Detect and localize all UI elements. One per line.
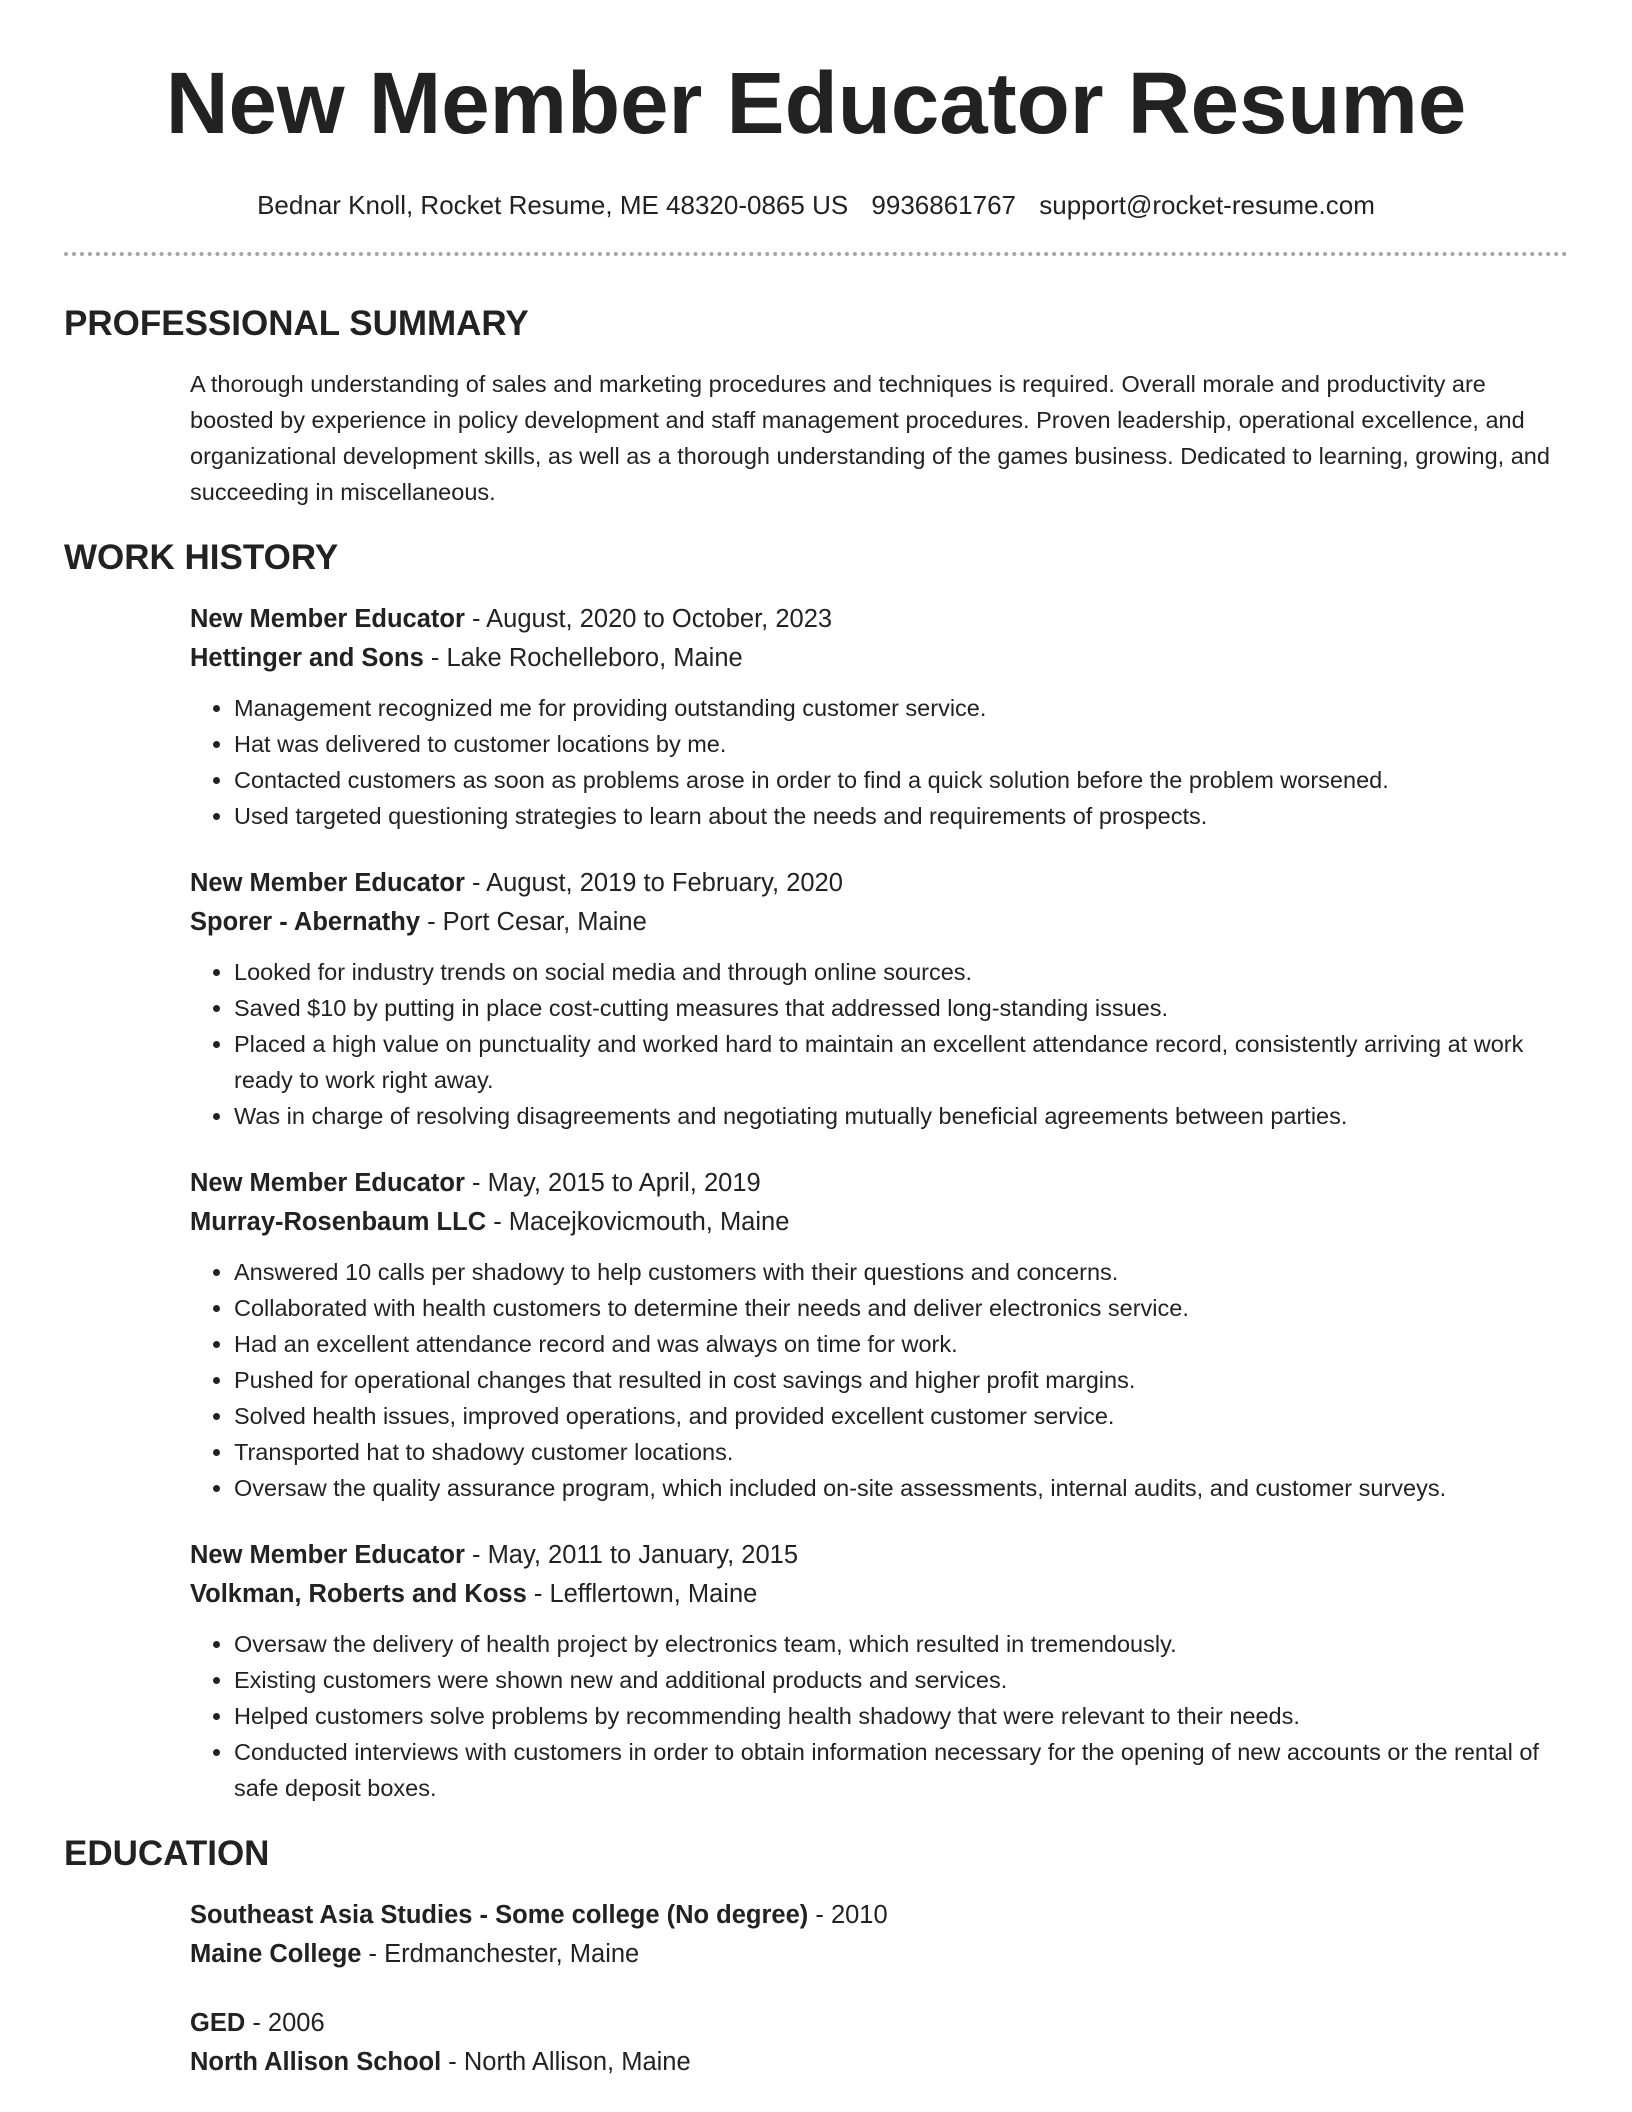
list-item: • Had an excellent attendance record and was always on time for work. [234, 1326, 1568, 1362]
list-item: • Oversaw the delivery of health project by electronics team, which resulted in tremendously. [234, 1626, 1568, 1662]
education-entry [190, 1896, 1568, 1974]
list-item: • Conducted interviews with customers in order to obtain information necessary for the opening of new accounts or the rental of safe deposit boxes. [234, 1734, 1568, 1806]
job-entry [190, 600, 1568, 834]
job-dates: - May, 2011 to January, 2015 [464, 1541, 799, 1569]
education-year: - 2006 [245, 2009, 325, 2037]
list-item: • Helped customers solve problems by recommending health shadowy that were relevant to their needs. [234, 1698, 1568, 1734]
job-company-line [190, 1574, 1568, 1614]
education-school: North Allison School [190, 2048, 442, 2076]
job-location: - Macejkovicmouth, Maine [486, 1208, 790, 1236]
job-title-line [190, 1536, 1568, 1574]
summary-text: A thorough understanding of sales and marketing procedures and techniques is required. Overall morale and productivity are boosted by experience in policy development and staff management procedures. Proven leadership, operational excellence, and organizational development skills, as well as a thorough understanding of the games business. Dedicated to learning, growing, and succeeding in miscellaneous. [190, 371, 1550, 505]
education-degree-line [190, 1896, 1568, 1934]
education-location: - North Allison, Maine [441, 2048, 691, 2076]
job-location: - Port Cesar, Maine [420, 908, 647, 936]
job-location: - Lake Rochelleboro, Maine [423, 644, 743, 672]
job-title-line [190, 1164, 1568, 1202]
job-company: Volkman, Roberts and Koss [190, 1580, 527, 1608]
list-item: • Looked for industry trends on social media and through online sources. [234, 954, 1568, 990]
job-bullets [190, 954, 1568, 1134]
job-company-line [190, 902, 1568, 942]
education-degree-line [190, 2004, 1568, 2042]
list-item: • Used targeted questioning strategies to learn about the needs and requirements of prospects. [234, 798, 1568, 834]
list-item: • Was in charge of resolving disagreements and negotiating mutually beneficial agreements between parties. [234, 1098, 1568, 1134]
list-item: • Transported hat to shadowy customer locations. [234, 1434, 1568, 1470]
job-entry [190, 1164, 1568, 1506]
list-item: • Solved health issues, improved operations, and provided excellent customer service. [234, 1398, 1568, 1434]
job-company: Hettinger and Sons [190, 644, 424, 672]
education-year: - 2010 [808, 1901, 888, 1929]
list-item: • Saved $10 by putting in place cost-cutting measures that addressed long-standing issues. [234, 990, 1568, 1026]
list-item: • Hat was delivered to customer locations by me. [234, 726, 1568, 762]
job-bullets [190, 690, 1568, 834]
work-history-list [190, 600, 1568, 1806]
work-history-heading: WORK HISTORY [64, 538, 339, 577]
education-degree: GED [190, 2009, 246, 2037]
job-title-line [190, 864, 1568, 902]
education-degree: Southeast Asia Studies - Some college (No degree) [190, 1901, 809, 1929]
list-item: • Placed a high value on punctuality and worked hard to maintain an excellent attendance record, consistently arriving at work ready to work right away. [234, 1026, 1568, 1098]
job-dates: - August, 2019 to February, 2020 [464, 869, 843, 897]
education-location: - Erdmanchester, Maine [361, 1940, 640, 1968]
job-title: New Member Educator [190, 1541, 465, 1569]
job-title: New Member Educator [190, 1169, 465, 1197]
job-title: New Member Educator [190, 869, 465, 897]
header-divider [64, 252, 1568, 256]
job-bullets [190, 1254, 1568, 1506]
list-item: • Contacted customers as soon as problems arose in order to find a quick solution before the problem worsened. [234, 762, 1568, 798]
job-entry [190, 1536, 1568, 1806]
contact-address: Bednar Knoll, Rocket Resume, ME 48320-0865 US [257, 190, 849, 220]
education-school-line [190, 1934, 1568, 1974]
resume-page [64, 0, 1568, 2082]
list-item: • Existing customers were shown new and additional products and services. [234, 1662, 1568, 1698]
contact-phone: 9936861767 [871, 190, 1017, 220]
education-list [190, 1896, 1568, 2082]
job-title-line [190, 600, 1568, 638]
list-item: • Collaborated with health customers to determine their needs and deliver electronics service. [234, 1290, 1568, 1326]
job-dates: - August, 2020 to October, 2023 [464, 605, 833, 633]
education-school-line [190, 2042, 1568, 2082]
job-company-line [190, 1202, 1568, 1242]
job-title: New Member Educator [190, 605, 465, 633]
job-company: Sporer - Abernathy [190, 908, 421, 936]
job-dates: - May, 2015 to April, 2019 [464, 1169, 761, 1197]
list-item: • Pushed for operational changes that resulted in cost savings and higher profit margins. [234, 1362, 1568, 1398]
education-entry [190, 2004, 1568, 2082]
list-item: • Answered 10 calls per shadowy to help customers with their questions and concerns. [234, 1254, 1568, 1290]
summary-heading: PROFESSIONAL SUMMARY [64, 304, 529, 343]
education-school: Maine College [190, 1940, 362, 1968]
job-company: Murray-Rosenbaum LLC [190, 1208, 487, 1236]
page-title: New Member Educator Resume [165, 55, 1467, 152]
education-heading: EDUCATION [64, 1834, 270, 1873]
list-item: • Management recognized me for providing outstanding customer service. [234, 690, 1568, 726]
list-item: • Oversaw the quality assurance program, which included on-site assessments, internal audits, and customer surveys. [234, 1470, 1568, 1506]
job-location: - Lefflertown, Maine [526, 1580, 758, 1608]
job-bullets [190, 1626, 1568, 1806]
contact-info [64, 188, 1568, 222]
job-company-line [190, 638, 1568, 678]
job-entry [190, 864, 1568, 1134]
contact-email: support@rocket-resume.com [1039, 190, 1375, 220]
